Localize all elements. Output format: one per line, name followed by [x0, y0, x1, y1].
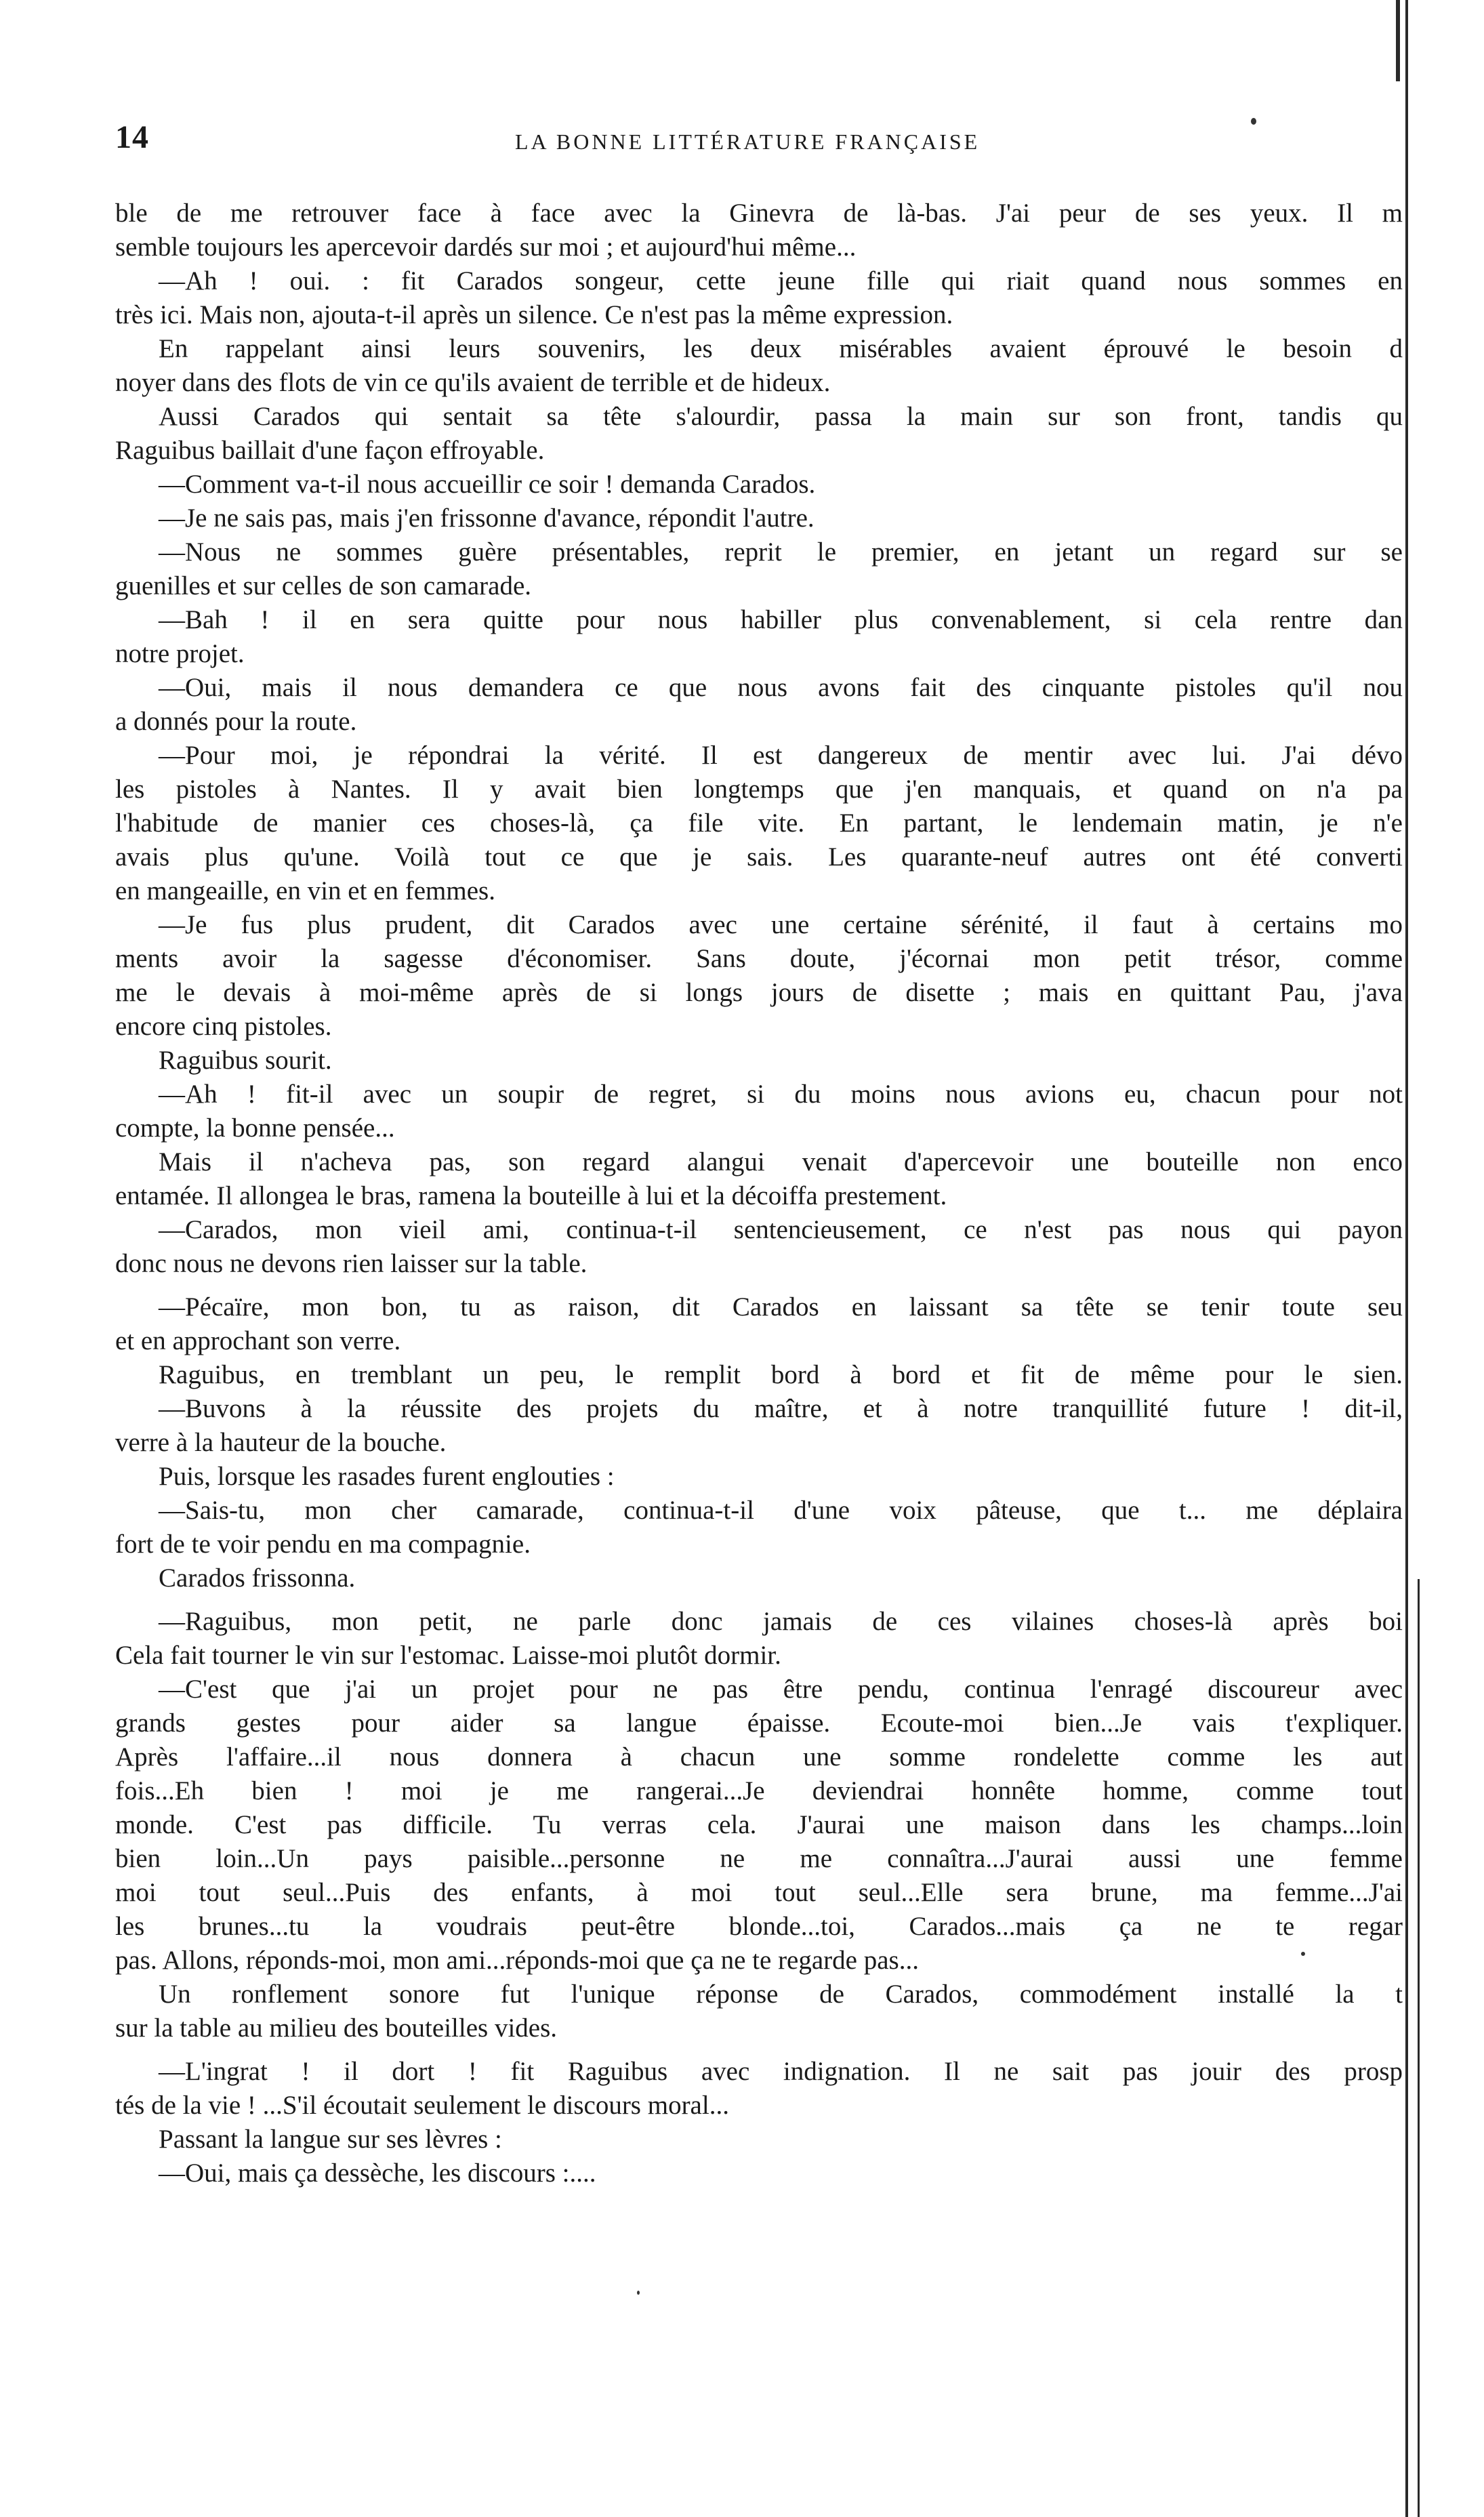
text-line: compte, la bonne pensée... — [115, 1113, 395, 1143]
text-line: très ici. Mais non, ajouta-t-il après un silence. Ce n'est pas la même expression. — [115, 300, 953, 329]
text-line: les brunes...tu la voudrais peut-être blonde...toi, Carados...mais ça ne te regar — [115, 1912, 1403, 1941]
text-line: —Buvons à la réussite des projets du maître, et à notre tranquillité future ! dit-il, — [159, 1394, 1403, 1423]
text-line: —C'est que j'ai un projet pour ne pas être pendu, continua l'enragé discoureur avec — [159, 1675, 1403, 1704]
text-line: en mangeaille, en vin et en femmes. — [115, 876, 495, 905]
text-line: —Carados, mon vieil ami, continua-t-il sentencieusement, ce n'est pas nous qui payon — [159, 1215, 1403, 1244]
text-line: pas. Allons, réponds-moi, mon ami...réponds-moi que ça ne te regarde pas... — [115, 1946, 919, 1975]
text-line: semble toujours les apercevoir dardés sur moi ; et aujourd'hui même... — [115, 232, 857, 262]
text-line: me le devais à moi-même après de si longs jours de disette ; mais en quittant Pau, j'ava — [115, 978, 1403, 1007]
text-line: —Oui, mais il nous demandera ce que nous avons fait des cinquante pistoles qu'il nou — [159, 673, 1403, 702]
text-line: —Oui, mais ça dessèche, les discours :.... — [159, 2158, 596, 2188]
scan-edge-line — [1405, 0, 1408, 2517]
text-line: notre projet. — [115, 639, 245, 668]
text-line: Après l'affaire...il nous donnera à chacun une somme rondelette comme les aut — [115, 1742, 1403, 1772]
text-line: moi tout seul...Puis des enfants, à moi tout seul...Elle sera brune, ma femme...J'ai — [115, 1878, 1403, 1907]
text-line: —Ah ! fit-il avec un soupir de regret, si du moins nous avions eu, chacun pour not — [159, 1080, 1403, 1109]
text-line: Raguibus baillait d'une façon effroyable. — [115, 436, 545, 465]
text-line: sur la table au milieu des bouteilles vides. — [115, 2013, 558, 2043]
text-line: Mais il n'acheva pas, son regard alangui venait d'apercevoir une bouteille non enco — [159, 1147, 1403, 1176]
text-line: —Comment va-t-il nous accueillir ce soir ! demanda Carados. — [159, 470, 816, 499]
scan-speck — [637, 2291, 640, 2295]
text-line: guenilles et sur celles de son camarade. — [115, 571, 532, 600]
text-line: l'habitude de manier ces choses-là, ça file vite. En partant, le lendemain matin, je n'e — [115, 809, 1403, 838]
text-line: ble de me retrouver face à face avec la Ginevra de là-bas. J'ai peur de ses yeux. Il m — [115, 199, 1403, 228]
text-line: monde. C'est pas difficile. Tu verras cela. J'aurai une maison dans les champs...loin — [115, 1810, 1403, 1839]
text-line: noyer dans des flots de vin ce qu'ils avaient de terrible et de hideux. — [115, 368, 831, 397]
text-line: —Je ne sais pas, mais j'en frissonne d'avance, répondit l'autre. — [159, 504, 815, 533]
text-line: —Nous ne sommes guère présentables, reprit le premier, en jetant un regard sur se — [159, 537, 1403, 567]
body-text — [115, 197, 1403, 2190]
text-line: —Ah ! oui. : fit Carados songeur, cette jeune fille qui riait quand nous sommes en — [159, 266, 1403, 295]
text-line: —Bah ! il en sera quitte pour nous habiller plus convenablement, si cela rentre dan — [159, 605, 1403, 634]
text-line: —L'ingrat ! il dort ! fit Raguibus avec indignation. Il ne sait pas jouir des prosp — [159, 2057, 1403, 2086]
text-line: fort de te voir pendu en ma compagnie. — [115, 1530, 531, 1559]
text-line: et en approchant son verre. — [115, 1326, 401, 1355]
text-line: Raguibus sourit. — [159, 1046, 332, 1075]
text-line: Passant la langue sur ses lèvres : — [159, 2125, 502, 2154]
text-line: les pistoles à Nantes. Il y avait bien longtemps que j'en manquais, et quand on n'a pa — [115, 775, 1403, 804]
text-line: entamée. Il allongea le bras, ramena la bouteille à lui et la décoiffa prestement. — [115, 1181, 947, 1210]
text-line: bien loin...Un pays paisible...personne ne me connaîtra...J'aurai aussi une femme — [115, 1844, 1403, 1873]
text-line: Cela fait tourner le vin sur l'estomac. Laisse-moi plutôt dormir. — [115, 1641, 781, 1670]
text-line: encore cinq pistoles. — [115, 1012, 332, 1041]
text-line: grands gestes pour aider sa langue épaisse. Ecoute-moi bien...Je vais t'expliquer. — [115, 1708, 1403, 1738]
text-line: —Raguibus, mon petit, ne parle donc jamais de ces vilaines choses-là après boi — [159, 1607, 1403, 1636]
text-line: Un ronflement sonore fut l'unique réponse de Carados, commodément installé la t — [159, 1980, 1403, 2009]
running-title: LA BONNE LITTÉRATURE FRANÇAISE — [515, 129, 981, 154]
text-line: ments avoir la sagesse d'économiser. Sans doute, j'écornai mon petit trésor, comme — [115, 944, 1403, 973]
page-number: 14 — [115, 119, 149, 155]
text-line: fois...Eh bien ! moi je me rangerai...Je deviendrai honnête homme, comme tout — [115, 1776, 1403, 1805]
text-line: Puis, lorsque les rasades furent englouties : — [159, 1462, 615, 1491]
text-line: —Pécaïre, mon bon, tu as raison, dit Carados en laissant sa tête se tenir toute seu — [159, 1292, 1403, 1322]
text-line: —Pour moi, je répondrai la vérité. Il est dangereux de mentir avec lui. J'ai dévo — [159, 741, 1403, 770]
text-line: verre à la hauteur de la bouche. — [115, 1428, 447, 1457]
text-line: donc nous ne devons rien laisser sur la table. — [115, 1249, 588, 1278]
text-line: Carados frissonna. — [159, 1563, 356, 1593]
text-line: avais plus qu'une. Voilà tout ce que je sais. Les quarante-neuf autres ont été converti — [115, 842, 1403, 872]
text-line: tés de la vie ! ...S'il écoutait seulement le discours moral... — [115, 2091, 729, 2120]
text-line: a donnés pour la route. — [115, 707, 357, 736]
text-line: Aussi Carados qui sentait sa tête s'alourdir, passa la main sur son front, tandis qu — [159, 402, 1403, 431]
text-line: En rappelant ainsi leurs souvenirs, les deux misérables avaient éprouvé le besoin d — [159, 334, 1403, 363]
scan-edge-mark-top — [1396, 0, 1400, 81]
text-line: —Je fus plus prudent, dit Carados avec une certaine sérénité, il faut à certains mo — [159, 910, 1403, 939]
page-header — [115, 119, 1403, 159]
text-line: Raguibus, en tremblant un peu, le remplit bord à bord et fit de même pour le sien. — [159, 1360, 1403, 1389]
text-line: —Sais-tu, mon cher camarade, continua-t-il d'une voix pâteuse, que t... me déplaira — [159, 1496, 1403, 1525]
scan-edge-line-lower — [1418, 1579, 1420, 2517]
